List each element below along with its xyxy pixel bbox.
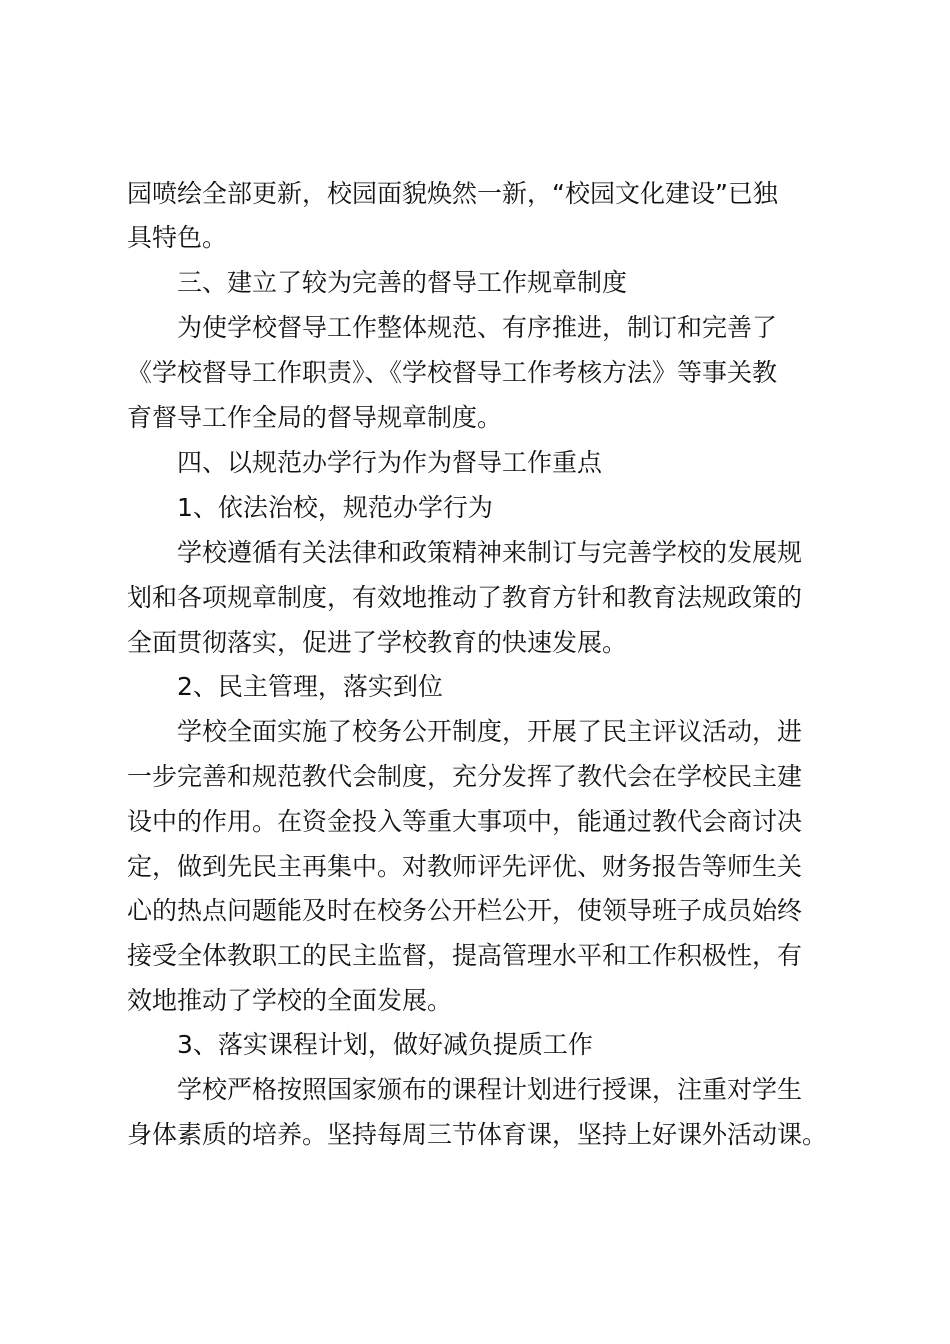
paragraph-line: 为使学校督导工作整体规范、有序推进，制订和完善了 (177, 313, 778, 342)
subsection-heading: 3、落实课程计划，做好减负提质工作 (177, 1030, 593, 1059)
paragraph-line: 接受全体教职工的民主监督，提高管理水平和工作积极性，有 (127, 941, 803, 970)
paragraph-line: 学校全面实施了校务公开制度，开展了民主评议活动，进 (177, 717, 803, 746)
paragraph-line: 学校严格按照国家颁布的课程计划进行授课，注重对学生 (177, 1075, 803, 1104)
paragraph-line: 具特色。 (127, 223, 228, 252)
paragraph-line: 划和各项规章制度，有效地推动了教育方针和教育法规政策的 (127, 583, 803, 612)
section-heading: 四、以规范办学行为作为督导工作重点 (177, 448, 603, 477)
paragraph-line: 身体素质的培养。坚持每周三节体育课，坚持上好课外活动课。 (127, 1120, 828, 1149)
paragraph-line: 效地推动了学校的全面发展。 (127, 986, 453, 1015)
paragraph-line: 学校遵循有关法律和政策精神来制订与完善学校的发展规 (177, 538, 803, 567)
subsection-heading: 1、依法治校，规范办学行为 (177, 493, 493, 522)
paragraph-line: 园喷绘全部更新，校园面貌焕然一新，“校园文化建设”已独 (127, 179, 778, 208)
paragraph-line: 定，做到先民主再集中。对教师评先评优、财务报告等师生关 (127, 852, 803, 881)
paragraph-line: 一步完善和规范教代会制度，充分发挥了教代会在学校民主建 (127, 762, 803, 791)
paragraph-line: 设中的作用。在资金投入等重大事项中，能通过教代会商讨决 (127, 807, 803, 836)
subsection-heading: 2、民主管理，落实到位 (177, 672, 443, 701)
section-heading: 三、建立了较为完善的督导工作规章制度 (177, 268, 628, 297)
paragraph-line: 全面贯彻落实，促进了学校教育的快速发展。 (127, 628, 628, 657)
paragraph-line: 心的热点问题能及时在校务公开栏公开，使领导班子成员始终 (127, 896, 803, 925)
paragraph-line: 《学校督导工作职责》、《学校督导工作考核方法》等事关教 (127, 358, 778, 387)
paragraph-line: 育督导工作全局的督导规章制度。 (127, 403, 503, 432)
